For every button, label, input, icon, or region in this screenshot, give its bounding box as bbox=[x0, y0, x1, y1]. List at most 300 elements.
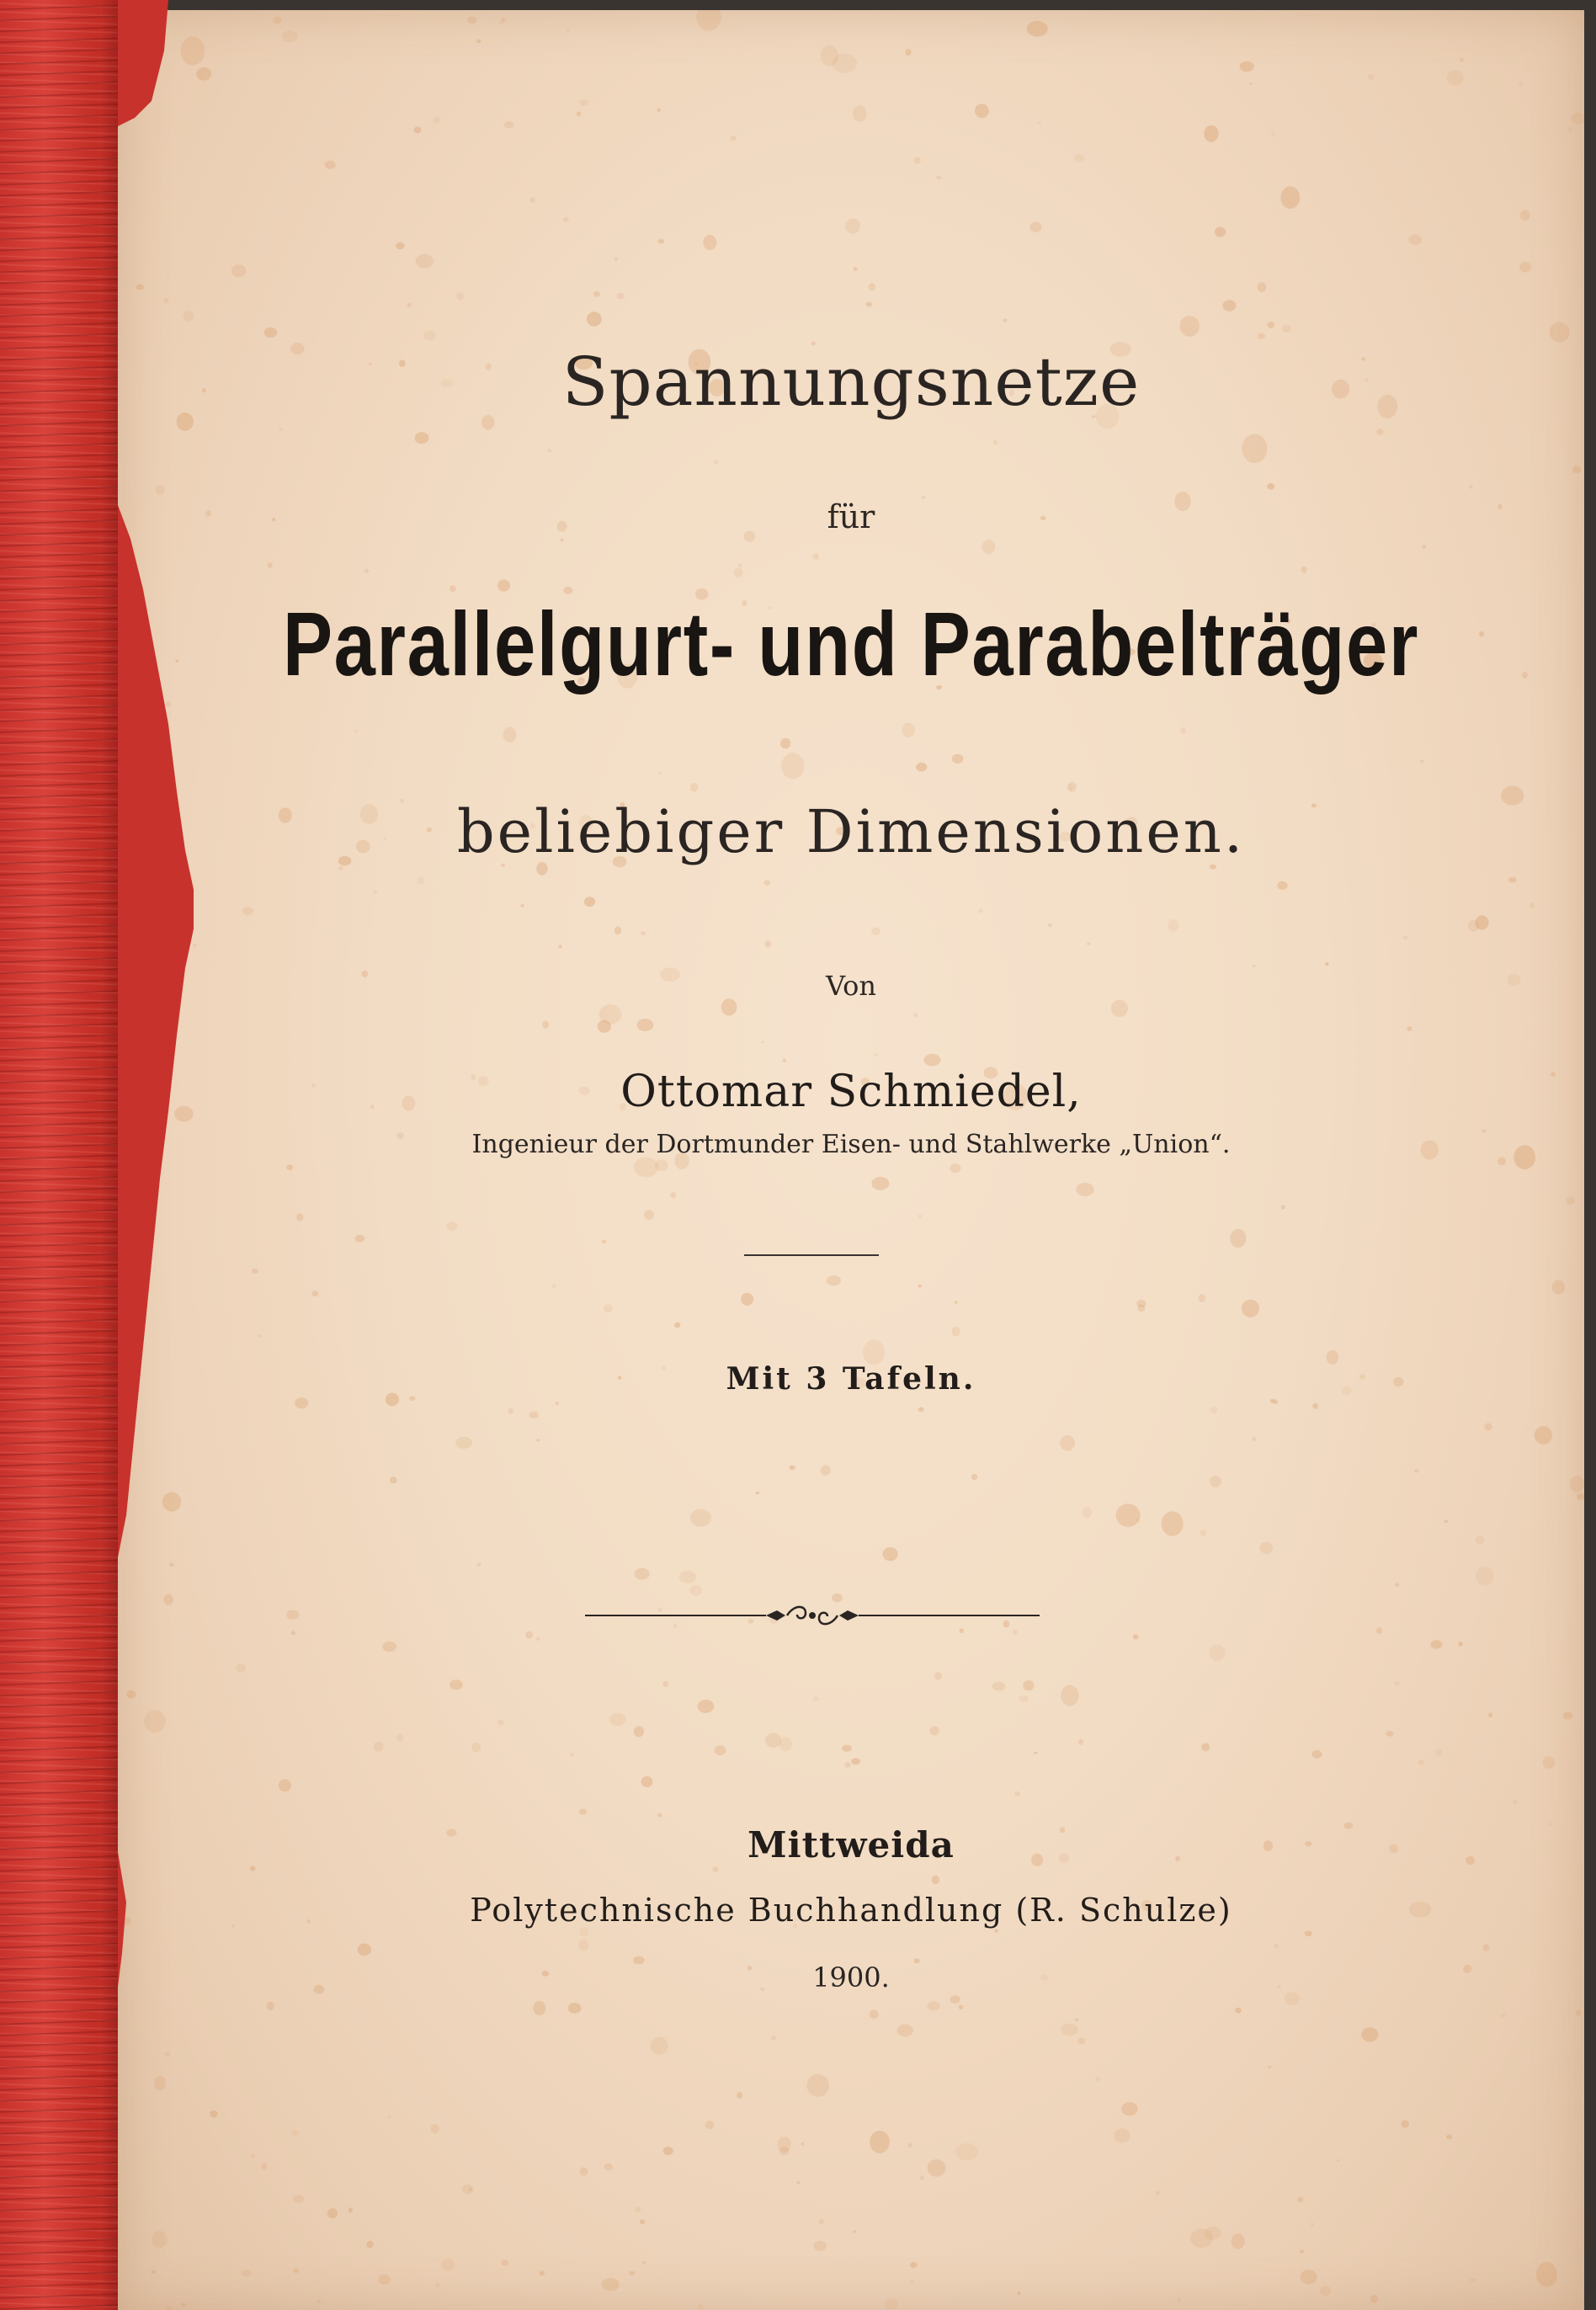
foxing-spot bbox=[1414, 1469, 1419, 1472]
foxing-spot bbox=[373, 890, 377, 894]
foxing-spot bbox=[1249, 82, 1253, 85]
foxing-spot bbox=[435, 2283, 440, 2287]
foxing-spot bbox=[502, 2259, 509, 2266]
foxing-spot bbox=[763, 880, 770, 886]
foxing-spot bbox=[821, 45, 838, 67]
foxing-spot bbox=[882, 1547, 897, 1561]
foxing-spot bbox=[374, 1742, 384, 1751]
foxing-spot bbox=[1519, 262, 1531, 272]
foxing-spot bbox=[1305, 1930, 1312, 1936]
foxing-spot bbox=[1301, 2270, 1317, 2285]
foxing-spot bbox=[508, 1408, 513, 1414]
foxing-spot bbox=[1420, 760, 1423, 763]
foxing-spot bbox=[1297, 2197, 1303, 2202]
foxing-spot bbox=[1038, 122, 1041, 125]
foxing-spot bbox=[1285, 1993, 1300, 2005]
foxing-spot bbox=[690, 1585, 703, 1596]
foxing-spot bbox=[1259, 1542, 1273, 1554]
foxing-spot bbox=[409, 1397, 415, 1401]
foxing-spot bbox=[1418, 1759, 1423, 1764]
foxing-spot bbox=[670, 1192, 676, 1198]
main-title: Parallelgurt- und Parabelträger bbox=[282, 593, 1420, 695]
foxing-spot bbox=[1403, 935, 1408, 939]
foxing-spot bbox=[1277, 881, 1287, 890]
foxing-spot bbox=[476, 1562, 481, 1567]
foxing-spot bbox=[1017, 2291, 1020, 2296]
foxing-spot bbox=[536, 1439, 540, 1441]
foxing-spot bbox=[955, 1301, 958, 1304]
foxing-spot bbox=[789, 1466, 795, 1471]
foxing-spot bbox=[1013, 1630, 1018, 1635]
foxing-spot bbox=[570, 1753, 574, 1757]
ornament-divider bbox=[585, 1601, 1040, 1630]
foxing-spot bbox=[1077, 2037, 1085, 2044]
foxing-spot bbox=[1483, 1944, 1490, 1951]
foxing-spot bbox=[415, 432, 429, 444]
foxing-spot bbox=[602, 1240, 606, 1244]
foxing-spot bbox=[584, 897, 595, 907]
foxing-spot bbox=[705, 2121, 715, 2129]
foxing-spot bbox=[1468, 920, 1479, 932]
foxing-spot bbox=[378, 2275, 391, 2285]
foxing-spot bbox=[1121, 2102, 1138, 2116]
foxing-spot bbox=[910, 2262, 918, 2268]
foxing-spot bbox=[658, 239, 665, 244]
foxing-spot bbox=[690, 1509, 711, 1526]
foxing-spot bbox=[614, 257, 618, 261]
foxing-spot bbox=[525, 1631, 533, 1639]
foxing-spot bbox=[614, 926, 621, 934]
foxing-spot bbox=[634, 1726, 644, 1737]
foxing-spot bbox=[1111, 1000, 1128, 1017]
foxing-spot bbox=[1060, 1435, 1075, 1451]
foxing-spot bbox=[382, 1642, 396, 1652]
foxing-spot bbox=[1567, 1197, 1575, 1205]
foxing-spot bbox=[1075, 154, 1085, 162]
foxing-spot bbox=[1368, 74, 1374, 80]
foxing-spot bbox=[251, 2153, 255, 2158]
foxing-spot bbox=[642, 2261, 646, 2264]
foxing-spot bbox=[801, 2142, 804, 2146]
foxing-spot bbox=[761, 1041, 764, 1044]
foxing-spot bbox=[952, 754, 964, 764]
foxing-spot bbox=[293, 2269, 299, 2274]
foxing-spot bbox=[993, 440, 998, 445]
foxing-spot bbox=[1488, 1712, 1492, 1717]
foxing-spot bbox=[279, 1779, 291, 1791]
foxing-spot bbox=[1014, 1791, 1020, 1796]
foxing-spot bbox=[258, 1334, 261, 1338]
foxing-spot bbox=[1435, 1748, 1443, 1756]
foxing-spot bbox=[1267, 483, 1274, 490]
title-fuer: für bbox=[827, 498, 875, 535]
foxing-spot bbox=[358, 1944, 372, 1956]
foxing-spot bbox=[819, 2218, 824, 2223]
foxing-spot bbox=[327, 2208, 338, 2218]
foxing-spot bbox=[674, 1323, 680, 1328]
foxing-spot bbox=[196, 67, 211, 81]
foxing-spot bbox=[1311, 2222, 1314, 2227]
foxing-spot bbox=[1535, 1426, 1552, 1445]
foxing-spot bbox=[641, 931, 646, 935]
foxing-spot bbox=[295, 1397, 308, 1408]
foxing-spot bbox=[992, 1682, 1005, 1691]
foxing-spot bbox=[1370, 2295, 1378, 2303]
foxing-spot bbox=[1210, 1476, 1221, 1488]
foxing-spot bbox=[821, 1465, 831, 1475]
foxing-spot bbox=[715, 1745, 726, 1755]
foxing-spot bbox=[1061, 2024, 1078, 2036]
foxing-spot bbox=[579, 1939, 589, 1951]
subtitle-dimensionen: beliebiger Dimensionen. bbox=[456, 797, 1246, 866]
foxing-spot bbox=[317, 2300, 322, 2302]
place-of-publication: Mittweida bbox=[747, 1824, 955, 1866]
foxing-spot bbox=[663, 2147, 673, 2155]
foxing-spot bbox=[920, 2175, 924, 2180]
foxing-spot bbox=[617, 293, 625, 300]
foxing-spot bbox=[637, 1019, 654, 1031]
foxing-spot bbox=[1078, 1739, 1083, 1745]
foxing-spot bbox=[1386, 1731, 1393, 1737]
foxing-spot bbox=[714, 460, 719, 465]
foxing-spot bbox=[1572, 466, 1581, 473]
foxing-spot bbox=[1361, 2027, 1378, 2041]
foxing-spot bbox=[599, 1004, 622, 1025]
foxing-spot bbox=[390, 1477, 397, 1483]
foxing-spot bbox=[871, 1177, 889, 1190]
foxing-spot bbox=[1282, 325, 1290, 333]
foxing-spot bbox=[929, 1726, 939, 1735]
foxing-spot bbox=[1479, 631, 1484, 636]
foxing-spot bbox=[1485, 1423, 1492, 1430]
foxing-spot bbox=[433, 117, 441, 124]
foxing-spot bbox=[696, 10, 721, 31]
foxing-spot bbox=[712, 1866, 718, 1872]
foxing-spot bbox=[918, 1215, 923, 1219]
foxing-spot bbox=[971, 1474, 977, 1480]
foxing-spot bbox=[1087, 942, 1091, 945]
divider-rule bbox=[744, 1254, 879, 1256]
foxing-spot bbox=[1242, 434, 1267, 464]
foxing-spot bbox=[741, 1293, 753, 1306]
foxing-spot bbox=[423, 331, 436, 341]
foxing-spot bbox=[416, 254, 434, 269]
foxing-spot bbox=[529, 197, 535, 203]
foxing-spot bbox=[959, 2005, 964, 2010]
foxing-spot bbox=[325, 161, 336, 169]
foxing-spot bbox=[1407, 1026, 1412, 1031]
foxing-spot bbox=[291, 2129, 298, 2136]
foxing-spot bbox=[431, 2124, 439, 2133]
foxing-spot bbox=[1530, 902, 1535, 908]
foxing-spot bbox=[286, 1164, 293, 1170]
foxing-spot bbox=[1460, 58, 1464, 62]
foxing-spot bbox=[982, 540, 995, 554]
foxing-spot bbox=[1232, 2233, 1245, 2249]
foxing-spot bbox=[387, 2116, 391, 2118]
foxing-spot bbox=[396, 1734, 403, 1742]
foxing-spot bbox=[870, 2009, 879, 2019]
foxing-spot bbox=[871, 928, 880, 935]
foxing-spot bbox=[1162, 1511, 1184, 1536]
foxing-spot bbox=[250, 1866, 255, 1871]
foxing-spot bbox=[1300, 2249, 1305, 2253]
foxing-spot bbox=[806, 2074, 829, 2097]
foxing-spot bbox=[1253, 1436, 1257, 1441]
foxing-spot bbox=[1253, 965, 1256, 967]
foxing-spot bbox=[1235, 2008, 1242, 2014]
foxing-spot bbox=[913, 1013, 918, 1017]
foxing-spot bbox=[1204, 125, 1218, 142]
foxing-spot bbox=[1095, 2077, 1100, 2082]
foxing-spot bbox=[1116, 1504, 1141, 1527]
foxing-spot bbox=[471, 1743, 481, 1753]
foxing-spot bbox=[734, 567, 743, 578]
foxing-spot bbox=[559, 945, 562, 948]
foxing-spot bbox=[579, 100, 588, 106]
foxing-spot bbox=[231, 264, 247, 277]
foxing-spot bbox=[579, 1809, 587, 1815]
foxing-spot bbox=[604, 1304, 613, 1312]
foxing-spot bbox=[242, 2270, 252, 2277]
foxing-spot bbox=[663, 1681, 668, 1687]
foxing-spot bbox=[1320, 2286, 1331, 2296]
foxing-spot bbox=[1258, 282, 1266, 292]
foxing-spot bbox=[267, 2002, 274, 2011]
foxing-spot bbox=[1281, 1205, 1285, 1209]
foxing-spot bbox=[765, 1733, 781, 1748]
foxing-spot bbox=[455, 1437, 472, 1449]
foxing-spot bbox=[869, 283, 876, 290]
foxing-spot bbox=[657, 109, 661, 112]
foxing-spot bbox=[782, 1058, 786, 1062]
foxing-spot bbox=[771, 2036, 777, 2041]
foxing-spot bbox=[529, 1412, 539, 1419]
foxing-spot bbox=[593, 291, 600, 297]
foxing-spot bbox=[1209, 1644, 1225, 1661]
foxing-spot bbox=[1571, 113, 1584, 125]
foxing-spot bbox=[703, 235, 716, 250]
foxing-spot bbox=[914, 157, 921, 164]
foxing-spot bbox=[1513, 1800, 1517, 1805]
foxing-spot bbox=[853, 105, 867, 121]
foxing-spot bbox=[1312, 1750, 1322, 1759]
foxing-spot bbox=[551, 1284, 556, 1288]
foxing-spot bbox=[1563, 1711, 1573, 1719]
foxing-spot bbox=[756, 1492, 759, 1494]
foxing-spot bbox=[731, 136, 737, 141]
foxing-spot bbox=[1168, 919, 1178, 932]
foxing-spot bbox=[1201, 1743, 1210, 1751]
foxing-spot bbox=[738, 564, 742, 567]
foxing-spot bbox=[563, 217, 569, 222]
foxing-spot bbox=[781, 753, 804, 780]
foxing-spot bbox=[1570, 1476, 1584, 1493]
foxing-spot bbox=[1240, 61, 1254, 72]
foxing-spot bbox=[446, 1222, 457, 1231]
foxing-spot bbox=[897, 2024, 913, 2036]
foxing-spot bbox=[1394, 1681, 1399, 1685]
foxing-spot bbox=[918, 1407, 924, 1412]
foxing-spot bbox=[1230, 1229, 1246, 1248]
foxing-spot bbox=[497, 1720, 504, 1725]
foxing-spot bbox=[286, 1610, 299, 1620]
foxing-spot bbox=[499, 20, 504, 24]
foxing-spot bbox=[796, 2181, 800, 2185]
foxing-spot bbox=[1396, 1583, 1400, 1587]
foxing-spot bbox=[814, 2241, 827, 2251]
foxing-spot bbox=[273, 17, 281, 24]
foxing-spot bbox=[450, 1679, 463, 1690]
foxing-spot bbox=[1180, 727, 1186, 734]
foxing-spot bbox=[854, 267, 858, 271]
foxing-spot bbox=[1519, 82, 1523, 86]
foxing-spot bbox=[1470, 2278, 1476, 2283]
foxing-spot bbox=[1023, 1680, 1034, 1690]
foxing-spot bbox=[1274, 1944, 1279, 1948]
foxing-spot bbox=[407, 303, 412, 307]
by-label: Von bbox=[825, 970, 877, 1002]
foxing-spot bbox=[1258, 333, 1265, 339]
foxing-spot bbox=[348, 2207, 353, 2212]
foxing-spot bbox=[1476, 1567, 1493, 1586]
foxing-spot bbox=[927, 2001, 940, 2010]
author-name: Ottomar Schmiedel, bbox=[620, 1067, 1082, 1117]
foxing-spot bbox=[1447, 70, 1464, 86]
foxing-spot bbox=[690, 783, 698, 792]
foxing-spot bbox=[780, 738, 790, 749]
foxing-spot bbox=[1401, 2121, 1409, 2128]
foxing-spot bbox=[568, 2003, 582, 2014]
foxing-spot bbox=[533, 2001, 545, 2015]
foxing-spot bbox=[504, 121, 514, 128]
foxing-spot bbox=[1576, 2009, 1582, 2016]
foxing-spot bbox=[468, 2187, 472, 2191]
foxing-spot bbox=[853, 2230, 857, 2233]
author-role: Ingenieur der Dortmunder Eisen- und Stahlwerke „Union“. bbox=[471, 1130, 1231, 1159]
foxing-spot bbox=[261, 2163, 267, 2169]
foxing-spot bbox=[1205, 2227, 1221, 2240]
foxing-spot bbox=[845, 219, 860, 234]
foxing-spot bbox=[1458, 1642, 1462, 1647]
foxing-spot bbox=[577, 111, 581, 116]
foxing-spot bbox=[602, 2278, 620, 2291]
foxing-spot bbox=[906, 49, 912, 56]
foxing-spot bbox=[737, 2092, 742, 2099]
foxing-spot bbox=[497, 580, 510, 592]
foxing-spot bbox=[657, 1813, 662, 1818]
foxing-spot bbox=[1003, 318, 1007, 322]
foxing-spot bbox=[1281, 186, 1301, 209]
foxing-spot bbox=[296, 1213, 303, 1222]
publication-year: 1900. bbox=[812, 1961, 890, 1993]
foxing-spot bbox=[994, 1929, 998, 1933]
foxing-spot bbox=[311, 1291, 318, 1296]
foxing-spot bbox=[1408, 235, 1422, 245]
foxing-spot bbox=[1520, 210, 1530, 221]
foxing-spot bbox=[242, 907, 253, 915]
foxing-spot bbox=[1034, 1752, 1037, 1754]
foxing-spot bbox=[442, 2259, 455, 2270]
foxing-spot bbox=[779, 1737, 792, 1751]
foxing-spot bbox=[1268, 322, 1274, 328]
foxing-spot bbox=[697, 2304, 703, 2310]
foxing-spot bbox=[644, 1210, 654, 1220]
foxing-spot bbox=[268, 562, 273, 568]
foxing-spot bbox=[1180, 316, 1200, 337]
foxing-spot bbox=[1136, 1300, 1146, 1307]
foxing-spot bbox=[932, 1876, 939, 1884]
foxing-spot bbox=[635, 2207, 641, 2212]
foxing-spot bbox=[827, 1275, 841, 1285]
foxing-spot bbox=[952, 1327, 960, 1337]
foxing-spot bbox=[291, 1631, 295, 1635]
publisher: Polytechnische Buchhandlung (R. Schulze) bbox=[470, 1892, 1232, 1929]
foxing-spot bbox=[210, 2110, 217, 2118]
foxing-spot bbox=[587, 311, 602, 326]
foxing-spot bbox=[842, 1745, 852, 1752]
foxing-spot bbox=[1029, 222, 1041, 232]
foxing-spot bbox=[1476, 1536, 1484, 1545]
foxing-spot bbox=[467, 16, 477, 24]
foxing-spot bbox=[1027, 21, 1048, 37]
foxing-spot bbox=[1508, 877, 1517, 883]
foxing-spot bbox=[1242, 1300, 1259, 1317]
foxing-spot bbox=[764, 941, 771, 948]
foxing-spot bbox=[1061, 1685, 1078, 1706]
foxing-spot bbox=[1215, 226, 1226, 237]
foxing-spot bbox=[1083, 1507, 1093, 1518]
foxing-spot bbox=[812, 553, 819, 560]
foxing-spot bbox=[536, 1637, 540, 1641]
foxing-spot bbox=[338, 865, 343, 870]
foxing-spot bbox=[354, 730, 359, 733]
foxing-spot bbox=[556, 1402, 559, 1405]
foxing-spot bbox=[1444, 1520, 1448, 1523]
foxing-spot bbox=[521, 904, 524, 908]
foxing-spot bbox=[279, 428, 283, 431]
foxing-spot bbox=[1273, 1399, 1278, 1404]
foxing-spot bbox=[561, 538, 564, 541]
foxing-spot bbox=[540, 2270, 545, 2275]
foxing-spot bbox=[1067, 782, 1077, 792]
foxing-spot bbox=[236, 1663, 246, 1672]
foxing-spot bbox=[1501, 2013, 1506, 2017]
foxing-spot bbox=[1376, 428, 1383, 434]
plates-note: Mit 3 Tafeln. bbox=[726, 1361, 976, 1397]
foxing-spot bbox=[1550, 322, 1570, 342]
foxing-spot bbox=[1199, 1294, 1205, 1302]
foxing-spot bbox=[902, 722, 915, 737]
foxing-spot bbox=[778, 2137, 791, 2153]
foxing-spot bbox=[634, 1158, 658, 1178]
foxing-spot bbox=[936, 175, 941, 179]
foxing-spot bbox=[293, 2195, 304, 2203]
foxing-spot bbox=[640, 2219, 646, 2224]
foxing-spot bbox=[1376, 1627, 1382, 1634]
foxing-spot bbox=[1076, 1183, 1094, 1196]
foxing-spot bbox=[1272, 132, 1275, 136]
foxing-spot bbox=[548, 450, 551, 452]
foxing-spot bbox=[844, 1762, 850, 1768]
foxing-spot bbox=[1268, 2066, 1271, 2069]
foxing-spot bbox=[1431, 1640, 1443, 1648]
torn-page-edge bbox=[118, 0, 194, 2310]
foxing-spot bbox=[282, 30, 298, 42]
foxing-spot bbox=[885, 2298, 899, 2309]
foxing-spot bbox=[629, 2271, 635, 2275]
foxing-spot bbox=[1536, 2262, 1557, 2287]
